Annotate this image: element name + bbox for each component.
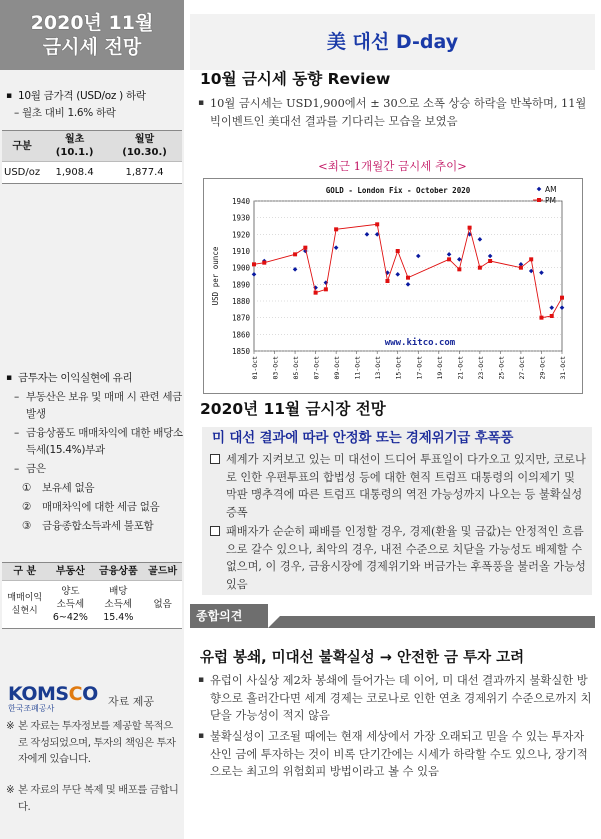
y-tick-label: 1870: [231, 313, 250, 323]
checkbox-icon: [210, 454, 220, 464]
data-point-pm: [334, 227, 338, 231]
x-tick-label: 19-Oct: [435, 356, 444, 380]
compare-table-header: 구 분: [2, 563, 47, 581]
opinion-tab: [190, 604, 595, 628]
opinion-paragraph: ▪ 유럽이 사실상 제2차 봉쇄에 들어가는 데 이어, 미 대선 결과까지 불확실한 방향으로 흘러간다면 세계 경제는 코로나로 인한 연초 경제위기 수준으로까지 치닫을 가능성이 적지 않음: [198, 674, 592, 722]
disclaimer-note: ※ 본 자료는 투자정보를 제공할 목적으로 작성되었으며, 투자의 책임은 투자자에게 있습니다.: [6, 720, 176, 765]
y-tick-label: 1900: [231, 263, 250, 273]
data-point-pm: [529, 257, 533, 261]
x-tick-label: 03-Oct: [271, 356, 280, 380]
opinion-tab-bar: [268, 616, 595, 628]
x-tick-label: 23-Oct: [476, 356, 485, 380]
invest-sub: – 부동산은 보유 및 매매 시 관련 세금 발생: [0, 389, 184, 423]
x-tick-label: 25-Oct: [497, 356, 506, 380]
opinion-heading: 유럽 봉쇄, 미대선 불확실성 → 안전한 금 투자 고려: [200, 650, 525, 666]
data-point-pm: [396, 249, 400, 253]
y-tick-label: 1940: [231, 197, 250, 206]
data-point-pm: [375, 222, 379, 226]
data-point-pm: [303, 246, 307, 250]
y-axis-label: USD per ounce: [211, 246, 220, 306]
sidebar-title: [0, 0, 184, 70]
compare-table: [2, 562, 182, 629]
review-heading: 10월 금시세 동향 Review: [200, 70, 391, 88]
x-tick-label: 11-Oct: [353, 356, 362, 380]
price-table-header: 월초 (10.1.): [42, 131, 107, 162]
price-table-cell: USD/oz: [2, 162, 42, 184]
data-point-pm: [468, 226, 472, 230]
x-tick-label: 29-Oct: [538, 356, 547, 380]
outlook-item: 패배자가 순순히 패배를 인정할 경우, 경제(환율 및 금값)는 안정적인 흐름으로 갈수 있으나, 최악의 경우, 내전 수준으로 치닫을 가능성도 배제할 수 없으며, 이 경우, 금융시장에 경제위기와 버금가는 후폭풍을 불러올 가능성 있음: [208, 523, 588, 593]
logo-sub: 한국조폐공사: [8, 704, 55, 713]
x-tick-label: 17-Oct: [415, 356, 424, 380]
data-point-pm: [252, 262, 256, 266]
x-tick-label: 31-Oct: [559, 356, 567, 380]
invest-sub: – 금은: [0, 461, 184, 478]
data-point-pm: [519, 266, 523, 270]
x-tick-label: 07-Oct: [312, 356, 321, 380]
y-tick-label: 1920: [231, 230, 250, 240]
data-point-pm: [539, 316, 543, 320]
compare-table-header: 골드바: [143, 563, 182, 581]
legend-marker-am: [537, 187, 542, 192]
chart-title: GOLD - London Fix - October 2020: [325, 186, 471, 195]
chart-caption: <최근 1개월간 금시세 추이>: [318, 159, 467, 173]
checkbox-icon: [210, 526, 220, 536]
data-point-pm: [550, 314, 554, 318]
x-tick-label: 01-Oct: [251, 356, 259, 380]
banner-title: 美 대선 D-day: [190, 14, 595, 70]
x-tick-label: 09-Oct: [333, 356, 342, 380]
y-tick-label: 1860: [231, 330, 250, 340]
y-tick-label: 1890: [231, 280, 250, 290]
data-point-pm: [478, 266, 482, 270]
price-table-cell: 1,877.4: [107, 162, 182, 184]
price-table-header: 월말 (10.30.): [107, 131, 182, 162]
compare-table-header: 부동산: [47, 563, 93, 581]
komsco-logo: [8, 683, 98, 715]
outlook-item: 세계가 지켜보고 있는 미 대선이 드디어 투표일이 다가오고 있지만, 코로나로 인한 우편투표의 합법성 등에 대한 현직 트럼프 대통령의 이의제기 및 막판 맹추격에 따른 트럼프 대통령의 역전 가능성까지 나오는 등 불확실성 증폭: [208, 451, 588, 521]
data-point-pm: [262, 261, 266, 265]
legend-marker-pm: [537, 198, 541, 202]
summary-bullet: ▪ 10월 금가격 (USD/oz ) 하락: [0, 88, 184, 105]
data-point-pm: [385, 279, 389, 283]
price-table-cell: 1,908.4: [42, 162, 107, 184]
invest-item: ① 보유세 없음: [22, 482, 95, 494]
source-label: 자료 제공: [108, 695, 155, 708]
x-tick-label: 21-Oct: [456, 356, 465, 380]
invest-item: ③ 금융종합소득과세 불포함: [22, 520, 154, 532]
legend-label-am: AM: [545, 185, 557, 194]
data-point-pm: [447, 257, 451, 261]
invest-sub: – 금융상품도 매매차익에 대한 배당소득세(15.4%)부과: [0, 425, 184, 459]
data-point-pm: [560, 296, 564, 300]
data-point-pm: [457, 267, 461, 271]
price-table: [2, 130, 182, 184]
chart-watermark: www.kitco.com: [384, 338, 456, 348]
invest-item: ② 매매차익에 대한 세금 없음: [22, 501, 160, 513]
y-tick-label: 1930: [231, 213, 250, 223]
outlook-heading: 2020년 11월 금시장 전망: [200, 400, 386, 418]
logo-text: KOMSCO: [8, 683, 98, 705]
compare-table-header: 금융상품: [93, 563, 143, 581]
legend-label-pm: PM: [545, 196, 556, 205]
x-tick-label: 13-Oct: [374, 356, 383, 380]
sidebar-title-line2: 금시세 전망: [42, 36, 142, 58]
y-tick-label: 1880: [231, 297, 250, 306]
chart-svg: [204, 179, 582, 393]
opinion-tab-label: 종합의견: [190, 604, 268, 628]
x-tick-label: 15-Oct: [394, 356, 403, 380]
gold-price-chart: [203, 178, 583, 394]
data-point-pm: [488, 259, 492, 263]
compare-table-cell: 양도 소득세 6~42%: [47, 581, 93, 629]
x-tick-label: 05-Oct: [292, 356, 301, 380]
opinion-paragraph: ▪ 불확실성이 고조될 때에는 현재 세상에서 가장 오래되고 믿을 수 있는 투자자산인 금에 투자하는 것이 비록 단기간에는 시세가 하락할 수도 있으나, 장기적으로는 최고의 위험회피 방법이라고 볼 수 있음: [198, 730, 588, 778]
outlook-box: [202, 427, 592, 595]
sidebar: [0, 0, 184, 839]
summary-section: [0, 88, 184, 122]
compare-table-cell: 매매이익 실현시: [2, 581, 47, 629]
y-tick-label: 1910: [231, 247, 250, 256]
compare-table-cell: 배당 소득세 15.4%: [93, 581, 143, 629]
data-point-pm: [406, 276, 410, 280]
compare-table-cell: 없음: [143, 581, 182, 629]
y-tick-label: 1850: [231, 347, 250, 356]
data-point-pm: [293, 252, 297, 256]
summary-sub: – 월초 대비 1.6% 하락: [0, 105, 184, 122]
x-tick-label: 27-Oct: [517, 356, 526, 380]
price-table-header: 구분: [2, 131, 42, 162]
data-point-pm: [314, 291, 318, 295]
sidebar-title-line1: 2020년 11월: [30, 12, 154, 34]
outlook-box-heading: 미 대선 결과에 따라 안정화 또는 경제위기급 후폭풍: [212, 430, 514, 446]
main-content: [190, 0, 601, 839]
data-point-pm: [324, 287, 328, 291]
review-paragraph: ▪ 10월 금시세는 USD1,900에서 ± 30으로 소폭 상승 하락을 반복하며, 11월 빅이벤트인 美대선 결과를 기다리는 모습을 보였음: [198, 97, 587, 128]
invest-bullet: ▪ 금투자는 이익실현에 유리: [0, 370, 184, 387]
invest-section: [0, 370, 184, 535]
disclaimer-note: ※ 본 자료의 무단 복제 및 배포를 금합니다.: [6, 784, 179, 813]
